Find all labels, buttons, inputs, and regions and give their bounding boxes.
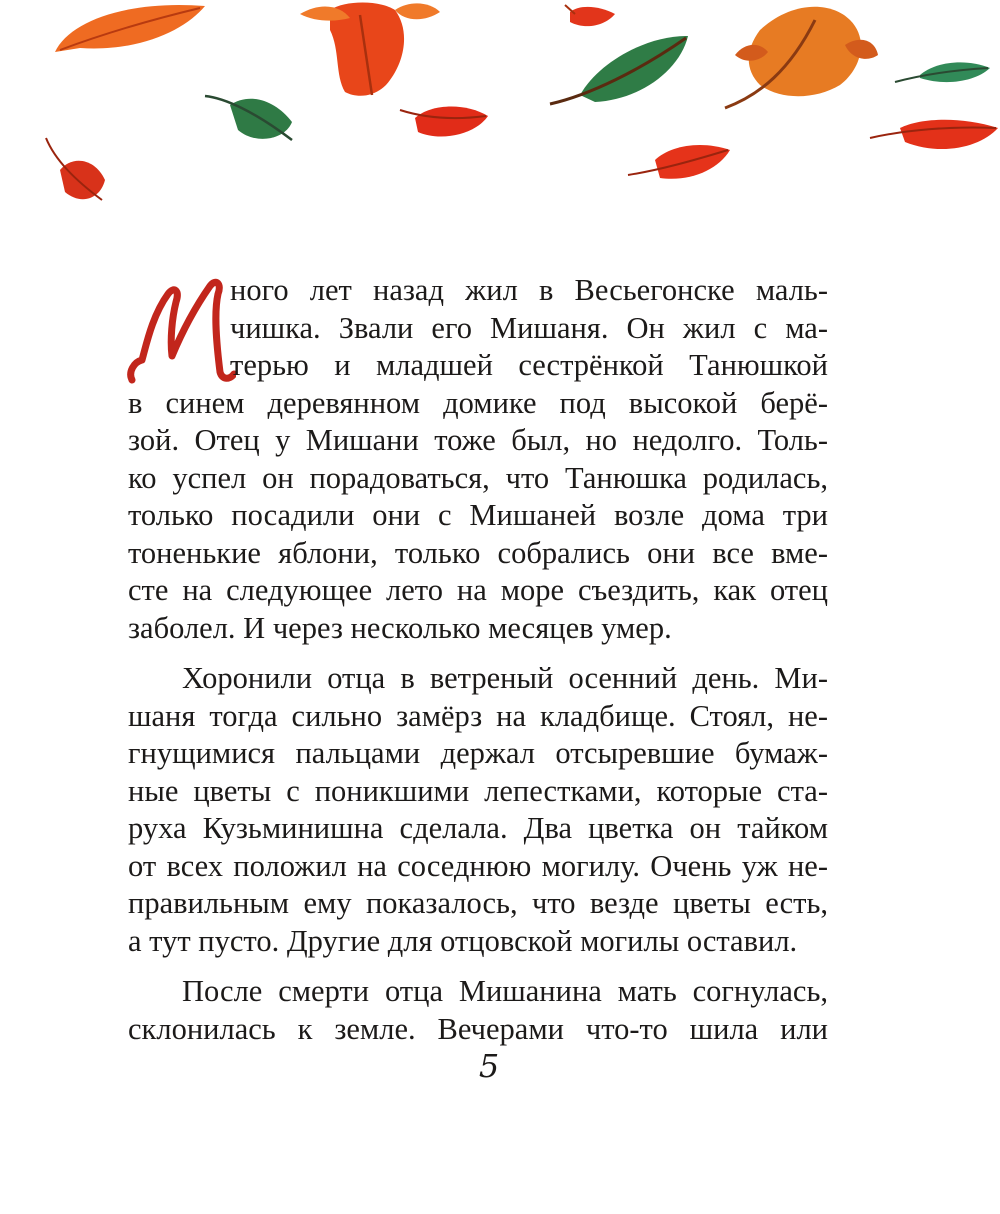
autumn-leaves-illustration: [0, 0, 1000, 215]
text-line: чишка. Звали его Мишаня. Он жил с ма-: [230, 310, 828, 345]
text-line: склонилась к земле. Вечерами что-то шила или: [128, 1011, 828, 1046]
leaf-green-small-icon: [895, 62, 990, 82]
leaf-red-small-icon: [565, 5, 615, 26]
text-line: терью и младшей сестрёнкой Танюшкой: [230, 348, 828, 382]
page-number: 5: [478, 1047, 500, 1085]
leaf-red-icon: [400, 106, 488, 136]
text-line: ного лет назад жил в Весьегонске маль-: [230, 273, 828, 307]
text-line: Хоронили отца в ветреный осенний день. Ми-: [182, 661, 828, 695]
paragraph-2: [128, 660, 828, 960]
text-line: После смерти отца Мишанина мать согнулась,: [182, 974, 828, 1008]
leaf-green-icon: [550, 36, 688, 104]
text-line: ные цветы с поникшими лепестками, которые ста-: [128, 773, 828, 808]
story-text: [128, 272, 828, 1048]
leaf-orange-icon: [55, 5, 205, 52]
text-line: в синем деревянном домике под высокой берё-: [128, 385, 828, 420]
leaf-red-right-icon: [870, 120, 998, 149]
leaf-green-left-icon: [205, 96, 292, 140]
text-line: правильным ему показалось, что везде цветы есть,: [128, 886, 828, 920]
text-line: тоненькие яблони, только собрались они все вме-: [128, 535, 828, 570]
leaf-maple-icon: [300, 3, 440, 96]
leaf-red-lower-icon: [628, 145, 730, 179]
paragraph-3: [128, 973, 828, 1048]
paragraph-1: [128, 272, 828, 647]
leaf-red-bottom-left-icon: [46, 138, 105, 200]
text-line: зой. Отец у Мишани тоже был, но недолго. Толь-: [128, 423, 828, 457]
text-line: руха Кузьминишна сделала. Два цветка он тайком: [128, 811, 828, 845]
drop-cap-letter: М: [124, 276, 125, 277]
text-line: шаня тогда сильно замёрз на кладбище. Стоял, не-: [128, 698, 828, 733]
text-line: а тут пусто. Другие для отцовской могилы оставил.: [128, 923, 798, 958]
text-line: только посадили они с Мишаней возле дома три: [128, 498, 828, 532]
text-line: сте на следующее лето на море съездить, как отец: [128, 573, 828, 607]
text-line: заболел. И через несколько месяцев умер.: [128, 610, 672, 645]
text-line: ко успел он порадоваться, что Танюшка родилась,: [128, 460, 828, 495]
leaf-maple-brown-icon: [725, 7, 878, 108]
text-line: гнущимися пальцами держал отсыревшие бумаж-: [128, 736, 828, 770]
text-line: от всех положил на соседнюю могилу. Очень уж не-: [128, 848, 828, 883]
